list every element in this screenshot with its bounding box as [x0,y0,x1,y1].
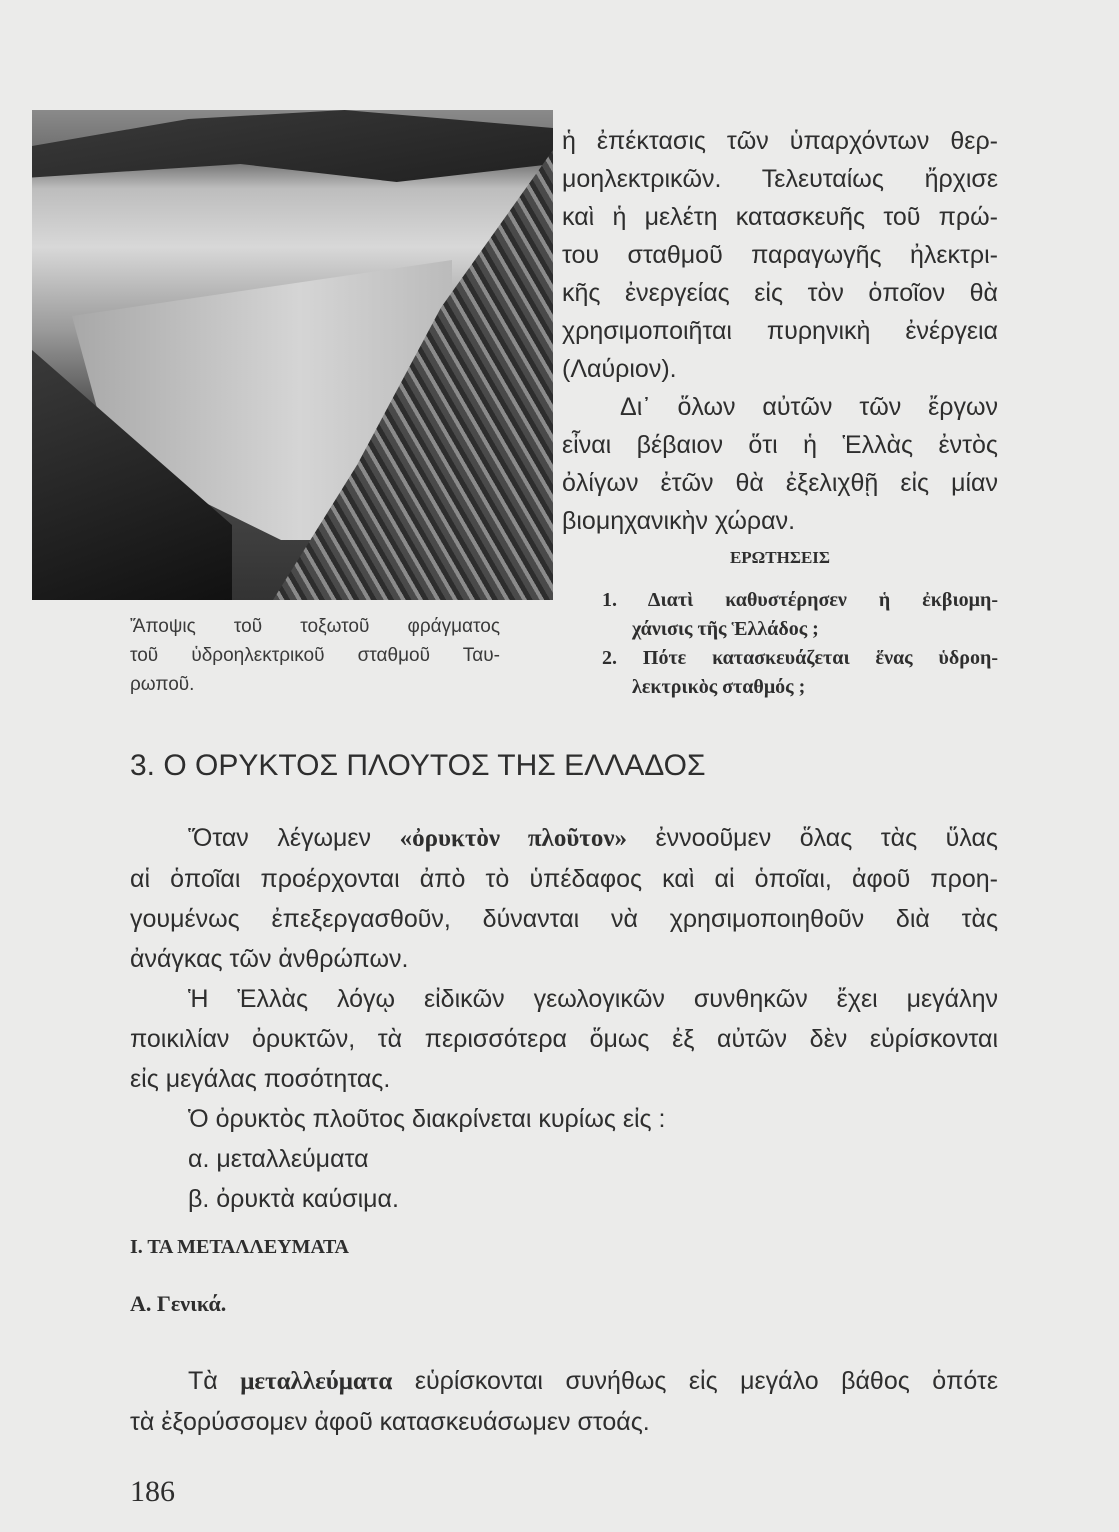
subheading: Α. Γενικά. [130,1291,227,1316]
question-line: 2. Πότε κατασκευάζεται ἕνας ὑδροη- [602,647,998,669]
text-line: χρησιμοποιῆται πυρηνικὴ ἐνέργεια [562,317,998,345]
bold-term: μεταλλεύματα [240,1368,393,1395]
question-line: 1. Διατὶ καθυστέρησεν ἡ ἐκβιομη- [602,589,998,611]
text-line: αἱ ὁποῖαι προέρχονται ἀπὸ τὸ ὑπέδαφος καὶ αἱ ὁποῖαι, ἀφοῦ προη- [130,865,998,893]
dam-photo [32,110,553,600]
text-line [130,1361,998,1402]
text-line: του σταθμοῦ παραγωγῆς ἠλεκτρι- [562,241,998,269]
list-item: β. ὀρυκτὰ καύσιμα. [188,1185,399,1213]
text-line: Ἡ Ἑλλὰς λόγῳ εἰδικῶν γεωλογικῶν συνθηκῶν ἔχει μεγάλην [188,985,998,1013]
photo-column [32,110,553,699]
question-line: λεκτρικὸς σταθμός ; [632,676,806,698]
text-line: Ὁ ὀρυκτὸς πλοῦτος διακρίνεται κυρίως εἰς : [188,1105,666,1133]
text-line: τὰ ἐξορύσσομεν ἀφοῦ κατασκευάσωμεν στοάς. [130,1408,650,1436]
caption-line: τοῦ ὑδροηλεκτρικοῦ σταθμοῦ Ταυ- [130,645,500,666]
question-line: χάνισις τῆς Ἑλλάδος ; [632,618,819,640]
questions-heading: ΕΡΩΤΗΣΕΙΣ [729,548,831,567]
text-line: εἶναι βέβαιον ὅτι ἡ Ἑλλὰς ἐντὸς [562,431,998,459]
text-line: καὶ ἡ μελέτη κατασκευῆς τοῦ πρώ- [562,203,998,231]
page-number: 186 [130,1475,175,1508]
text-line: (Λαύριον). [562,355,677,383]
text: εὑρίσκονται συνήθως εἰς μεγάλο βάθος ὁπότε [414,1367,998,1395]
questions-list [562,586,998,702]
caption-line: ρωποῦ. [130,674,195,695]
text: Ὅταν λέγωμεν [188,824,372,852]
section [130,746,998,1512]
subheading: Ι. ΤΑ ΜΕΤΑΛΛΕΥΜΑΤΑ [130,1236,349,1258]
photo-caption [130,612,500,699]
text-line: κῆς ἐνεργείας εἰς τὸν ὁποῖον θὰ [562,279,998,307]
list-item: α. μεταλλεύματα [188,1145,369,1173]
text-line: ἡ ἐπέκτασις τῶν ὑπαρχόντων θερ- [562,127,998,155]
bold-term: «ὀρυκτὸν πλοῦτον» [399,825,627,852]
text-line: εἰς μεγάλας ποσότητας. [130,1065,391,1093]
text-line: μοηλεκτρικῶν. Τελευταίως ἤρχισε [562,165,998,193]
text-line: ποικιλίαν ὀρυκτῶν, τὰ περισσότερα ὅμως ἐξ αὐτῶν δὲν εὑρίσκονται [130,1025,998,1053]
section-title: 3. Ο ΟΡΥΚΤΟΣ ΠΛΟΥΤΟΣ ΤΗΣ ΕΛΛΑΔΟΣ [130,749,706,782]
text-line: ὀλίγων ἐτῶν θὰ ἐξελιχθῇ εἰς μίαν [562,469,998,497]
text-line: βιομηχανικὴν χώραν. [562,507,796,535]
right-column [562,110,998,702]
text: Τὰ [188,1367,218,1395]
text-line: γουμένως ἐπεξεργασθοῦν, δύνανται νὰ χρησιμοποιηθοῦν διὰ τὰς [130,905,998,933]
text-line [130,818,998,859]
text-line: Δι᾽ ὅλων αὐτῶν τῶν ἔργων [620,393,998,421]
text: ἐννοοῦμεν ὅλας τὰς ὕλας [655,824,998,852]
text-line: ἀνάγκας τῶν ἀνθρώπων. [130,945,409,973]
top-area [32,110,998,702]
caption-line: Ἄποψις τοῦ τοξωτοῦ φράγματος [130,616,500,637]
photo-hills [32,110,553,200]
